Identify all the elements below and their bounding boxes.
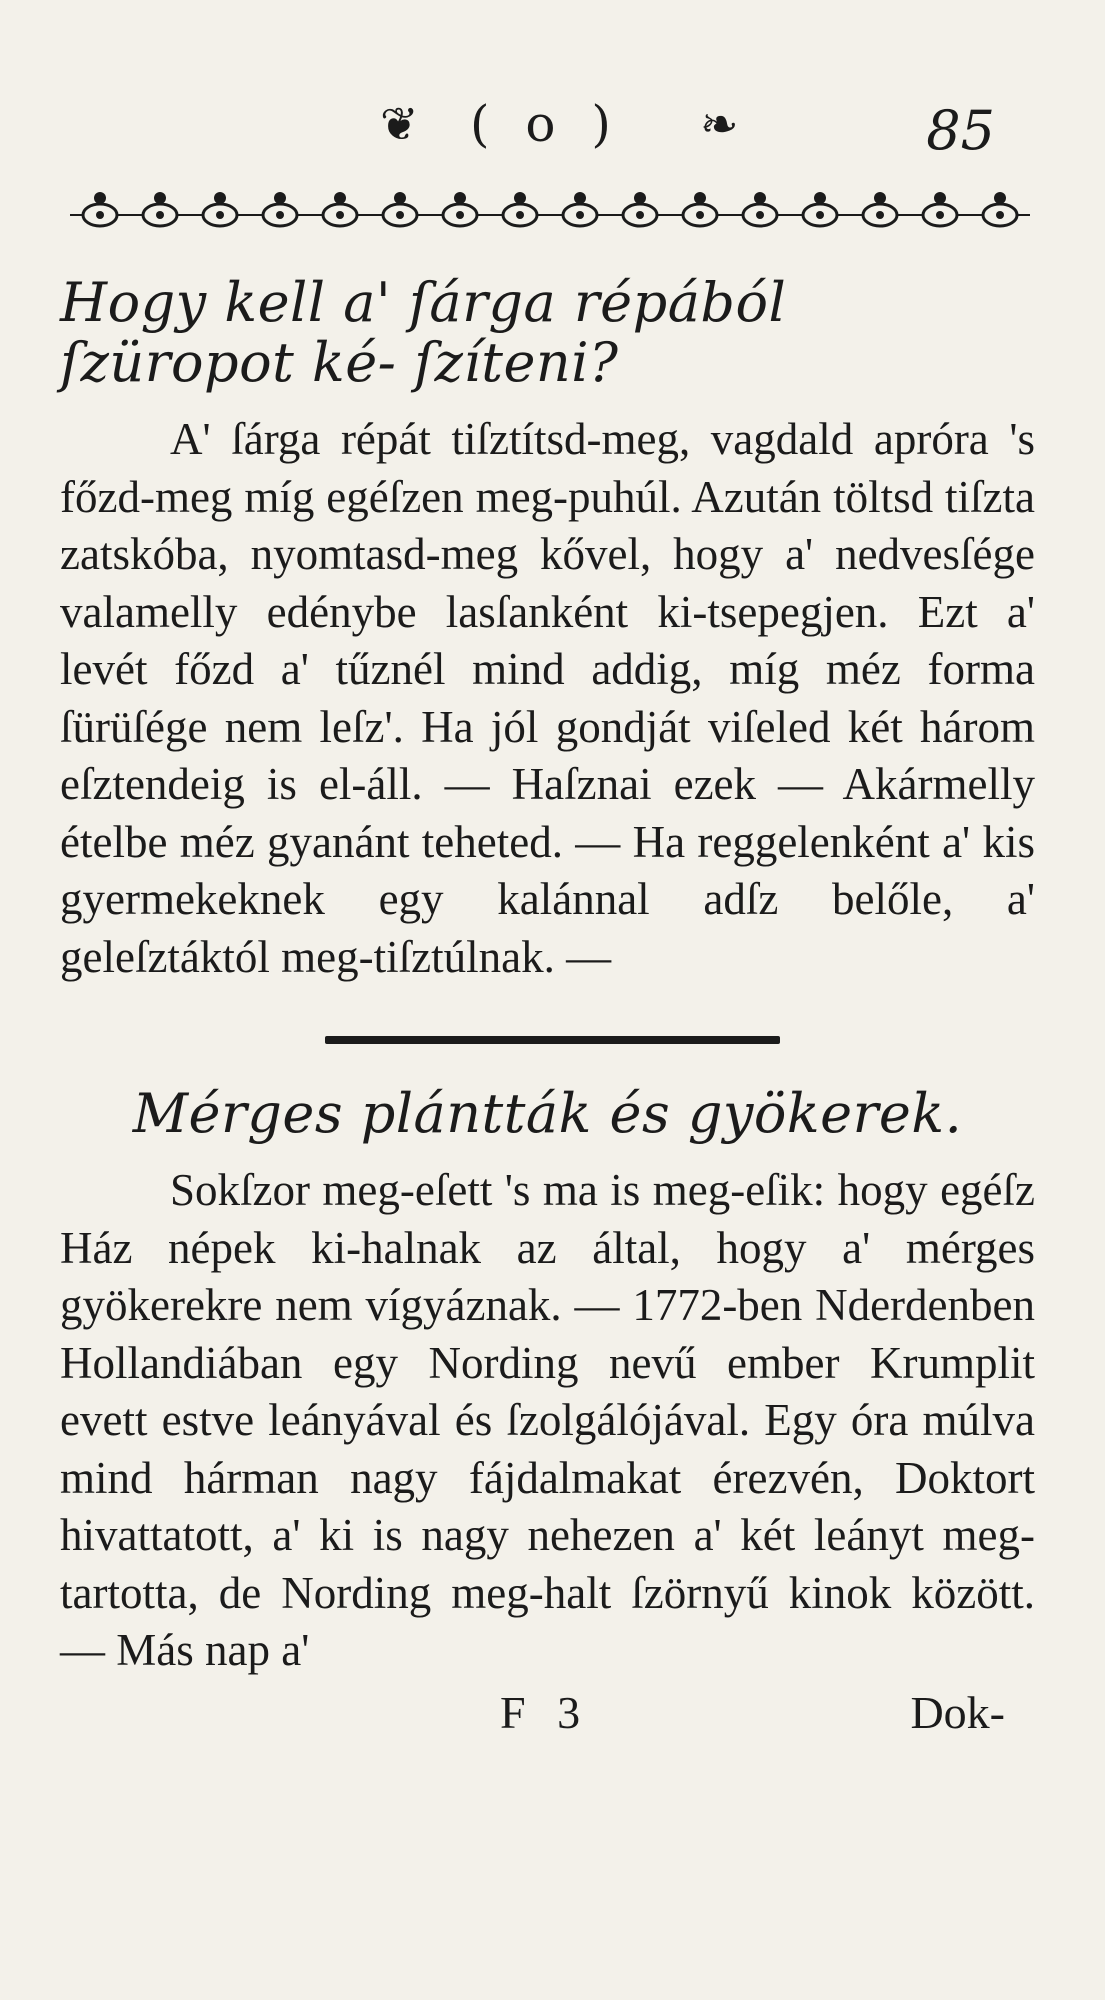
- signature-mark: F 3: [500, 1686, 591, 1738]
- section-text-poisonous-plants: Sokſzor meg-eſett 's ma is meg-eſik: hogy egéſz Ház népek ki-halnak az által, hogy a' mérges gyökerekre nem vígyáznak. — 1772-ben Nderdenben Hollandiában egy Nording nevű ember Krumplit evett estve leányával és ſzolgálójával. Egy óra múlva mind hárman nagy fájdalmakat érezvén, Doktort hivattatott, a' ki is nagy nehezen a' két leányt meg-tartotta, de Nording meg-halt ſzörnyű kinok között. — Más nap a': [60, 1165, 1035, 1675]
- catchword: Dok-: [910, 1686, 1005, 1738]
- page-footer: [60, 1686, 1035, 1746]
- chain-ornament-border-icon: [70, 185, 1030, 241]
- page-header: [60, 95, 1035, 175]
- flower-ornament-icon: ❧: [700, 97, 739, 151]
- section-title-poisonous-plants: Mérges plántták és gyökerek.: [132, 1082, 963, 1145]
- section-divider: [325, 1036, 780, 1044]
- page-marker: ( o ): [470, 95, 621, 153]
- section-text-syrup: A' ſárga répát tiſztítsd-meg, vagdald apróra 's főzd-meg míg egéſzen meg-puhúl. Azután töltsd tiſzta zatskóba, nyomtasd-meg kővel, hogy a' nedvesſége valamelly edénybe lasſanként ki-tsepegjen. Ezt a' levét főzd a' tűznél mind addig, míg méz forma ſürüſége nem leſz'. Ha jól gondját viſeled két három eſztendeig is el-áll. — Haſznai ezek — Akármelly ételbe méz gyanánt teheted. — Ha reggelenként a' kis gyermekeknek egy kalánnal adſz belőle, a' geleſztáktól meg-tiſztúlnak. —: [60, 414, 1035, 982]
- page-number: 85: [926, 99, 995, 162]
- flower-ornament-icon: ❦: [380, 97, 419, 151]
- section-title-syrup: Hogy kell a' ſárga répából ſzüropot ké- ſzíteni?: [60, 271, 787, 394]
